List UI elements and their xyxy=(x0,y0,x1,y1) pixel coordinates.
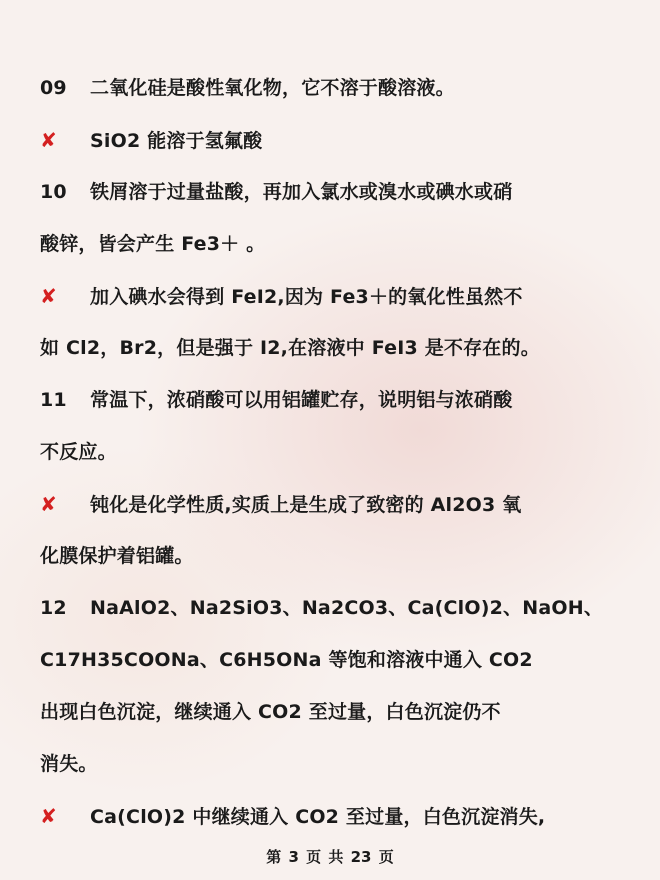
answer-text: 如 Cl2，Br2，但是强于 I2,在溶液中 FeI3 是不存在的。 xyxy=(40,337,540,359)
item-text: 铁屑溶于过量盐酸，再加入氯水或溴水或碘水或硝 xyxy=(90,181,513,203)
answer-11-line-2 xyxy=(40,536,622,576)
item-number: 12 xyxy=(40,597,67,619)
item-text: NaAlO2、Na2SiO3、Na2CO3、Ca(ClO)2、NaOH、 xyxy=(90,597,604,619)
answer-text: 化膜保护着铝罐。 xyxy=(40,545,194,567)
item-12-line-3 xyxy=(40,692,622,732)
item-12-line-2 xyxy=(40,640,622,680)
answer-12-line-1 xyxy=(40,796,622,836)
page-content xyxy=(40,68,622,848)
item-11-line-1 xyxy=(40,380,622,420)
cross-mark-icon: ✘ xyxy=(40,284,57,308)
cross-mark-icon: ✘ xyxy=(40,128,57,152)
item-text: 常温下，浓硝酸可以用铝罐贮存，说明铝与浓硝酸 xyxy=(90,389,513,411)
answer-10-line-2 xyxy=(40,328,622,368)
page-footer: 第 3 页 共 23 页 xyxy=(266,848,394,866)
answer-text: SiO2 能溶于氢氟酸 xyxy=(90,130,263,152)
answer-11-line-1 xyxy=(40,484,622,524)
item-text: C17H35COONa、C6H5ONa 等饱和溶液中通入 CO2 xyxy=(40,649,533,671)
answer-text: 加入碘水会得到 FeI2,因为 Fe3＋的氧化性虽然不 xyxy=(90,286,523,308)
item-text: 出现白色沉淀，继续通入 CO2 至过量，白色沉淀仍不 xyxy=(40,701,501,723)
answer-10-line-1 xyxy=(40,276,622,316)
answer-text: Ca(ClO)2 中继续通入 CO2 至过量，白色沉淀消失, xyxy=(90,806,546,828)
item-number: 09 xyxy=(40,77,67,99)
cross-mark-icon: ✘ xyxy=(40,804,57,828)
item-10-line-2 xyxy=(40,224,622,264)
item-text: 酸锌，皆会产生 Fe3＋ 。 xyxy=(40,233,266,255)
cross-mark-icon: ✘ xyxy=(40,492,57,516)
item-10-line-1 xyxy=(40,172,622,212)
item-12-line-1 xyxy=(40,588,622,628)
item-number: 11 xyxy=(40,389,67,411)
answer-09-line-1 xyxy=(40,120,622,160)
item-text: 消失。 xyxy=(40,753,98,775)
item-number: 10 xyxy=(40,181,67,203)
item-12-line-4 xyxy=(40,744,622,784)
answer-text: 钝化是化学性质,实质上是生成了致密的 Al2O3 氧 xyxy=(90,494,522,516)
item-text: 二氧化硅是酸性氧化物，它不溶于酸溶液。 xyxy=(90,77,455,99)
item-text: 不反应。 xyxy=(40,441,117,463)
item-11-line-2 xyxy=(40,432,622,472)
item-09-line-1 xyxy=(40,68,622,108)
